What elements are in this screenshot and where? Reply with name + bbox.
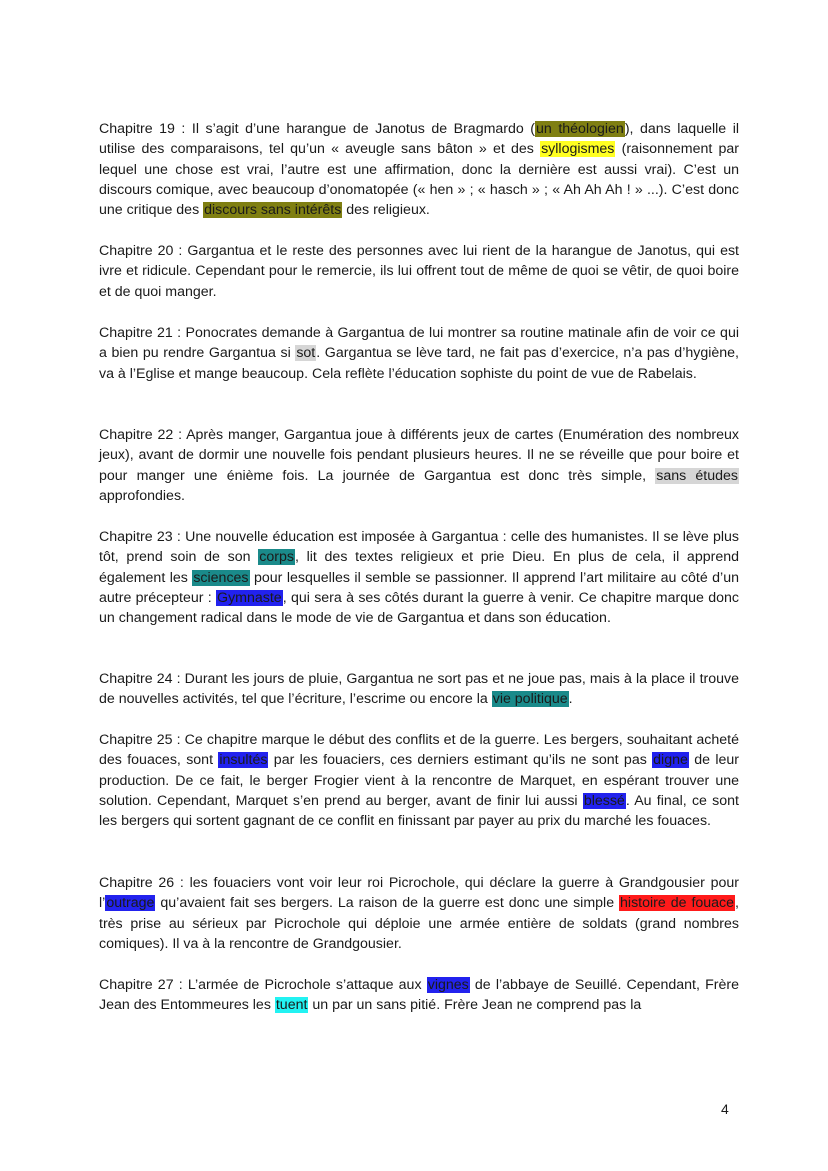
- paragraph-text: , très prise au sérieux par Picrochole qui déploie une armée entière de soldats (grand nombres comiques). Il va à la rencontre de Grandgousier.: [99, 895, 739, 952]
- paragraph-chapitre-19: [99, 119, 739, 220]
- highlighted-term: sciences: [193, 569, 249, 586]
- paragraph-chapitre-22: [99, 425, 739, 506]
- highlighted-term: histoire de fouace: [620, 895, 735, 912]
- highlighted-term: corps: [259, 549, 294, 566]
- paragraph-text: pour lesquelles il semble se passionner. Il apprend l’art militaire au côté d’un autre précepteur :: [99, 569, 739, 606]
- highlighted-term: vignes: [427, 977, 469, 993]
- paragraph-text: , lit des textes religieux et prie Dieu. En plus de cela, il apprend également les: [99, 549, 739, 586]
- paragraph-text: Chapitre 26 : les fouaciers vont voir leur roi Picrochole, qui déclare la guerre à Grandgousier pour l’: [99, 875, 739, 912]
- paragraph-text: approfondies.: [99, 487, 185, 504]
- paragraph-text: des religieux.: [342, 202, 430, 219]
- highlighted-term: insultés: [219, 752, 268, 769]
- highlighted-term: Gymnaste: [217, 589, 282, 606]
- paragraph-text: de l’abbaye de Seuillé. Cependant, Frère Jean des Entommeures les: [99, 977, 739, 1014]
- paragraph-text: Chapitre 20 : Gargantua et le reste des personnes avec lui rient de la harangue de Janotus, qui est ivre et ridicule. Cependant pour le remercie, ils lui offrent tout de même de quoi se vêtir, de quoi boire et de quoi manger.: [99, 243, 739, 300]
- paragraph-chapitre-21: [99, 323, 739, 384]
- paragraph-chapitre-26: [99, 873, 739, 954]
- paragraph-text: Chapitre 19 : Il s’agit d’une harangue de Janotus de Bragmardo (: [99, 121, 536, 137]
- paragraph-text: . Au final, ce sont les bergers qui sortent gagnant de ce conflit en finissant par payer au prix du marché les fouaces.: [99, 792, 739, 830]
- paragraph-text: Chapitre 21 : Ponocrates demande à Gargantua de lui montrer sa routine matinale afin de voir ce qui a bien pu rendre Gargantua si: [99, 325, 739, 362]
- highlighted-term: outrage: [106, 895, 155, 912]
- paragraph-text: ), dans laquelle il utilise des comparaisons, tel qu’un « aveugle sans bâton » et des: [99, 121, 739, 158]
- paragraph-text: Chapitre 27 : L’armée de Picrochole s’attaque aux: [99, 977, 427, 993]
- paragraph-text: .: [568, 691, 573, 708]
- highlighted-term: blessé: [583, 792, 625, 809]
- paragraph-chapitre-25: [99, 730, 739, 831]
- highlighted-term: sans études: [656, 467, 738, 484]
- highlighted-term: digne: [653, 752, 688, 769]
- highlighted-term: sot: [296, 345, 316, 362]
- paragraph-chapitre-20: [99, 241, 739, 302]
- paragraph-chapitre-24: [99, 669, 739, 710]
- paragraph-text: qu’avaient fait ses bergers. La raison de la guerre est donc une simple: [155, 895, 620, 912]
- paragraph-chapitre-23: [99, 527, 739, 628]
- paragraph-text: de leur production. De ce fait, le berger Frogier vient à la rencontre de Marquet, en espérant trouver une solution. Cependant, Marquet s’en prend au berger, avant de finir lui aussi: [99, 752, 739, 809]
- highlighted-term: syllogismes: [541, 141, 615, 158]
- highlighted-term: un théologien: [536, 121, 624, 137]
- paragraph-text: Chapitre 25 : Ce chapitre marque le début des conflits et de la guerre. Les bergers, souhaitant acheté des fouaces, sont: [99, 732, 739, 769]
- paragraph-text: par les fouaciers, ces derniers estimant qu’ils ne sont pas: [268, 752, 653, 769]
- highlighted-term: discours sans intérêts: [204, 202, 342, 219]
- paragraph-text: , qui sera à ses côtés durant la guerre à venir. Ce chapitre marque donc un changement radical dans le mode de vie de Gargantua et dans son éducation.: [99, 589, 739, 627]
- paragraph-text: Chapitre 24 : Durant les jours de pluie, Gargantua ne sort pas et ne joue pas, mais à la place il trouve de nouvelles activités, tel que l’écriture, l’escrime ou encore la: [99, 671, 739, 708]
- paragraph-text: Chapitre 22 : Après manger, Gargantua joue à différents jeux de cartes (Enumération des nombreux jeux), avant de dormir une nouvelle fois pendant plusieurs heures. Il ne se réveille que pour boire et pour manger une énième fois. La journée de Gargantua est donc très simple,: [99, 427, 739, 484]
- paragraph-text: Chapitre 23 : Une nouvelle éducation est imposée à Gargantua : celle des humanistes. Il se lève plus tôt, prend soin de son: [99, 529, 739, 566]
- highlighted-term: tuent: [275, 997, 308, 1014]
- paragraph-text: . Gargantua se lève tard, ne fait pas d’exercice, n’a pas d’hygiène, va à l’Eglise et mange beaucoup. Cela reflète l’éducation sophiste du point de vue de Rabelais.: [99, 345, 739, 382]
- paragraph-text: (raisonnement par lequel une chose est vrai, l’autre est une affirmation, donc la dernière est aussi vrai). C’est un discours comique, avec beaucoup d’onomatopée (« hen » ; « hasch » ; « Ah Ah Ah ! » ...). C’est donc une critique des: [99, 141, 739, 219]
- page-number: 4: [721, 1101, 729, 1117]
- highlighted-term: vie politique: [492, 691, 568, 708]
- paragraph-text: un par un sans pitié. Frère Jean ne comprend pas la: [308, 997, 642, 1014]
- paragraph-chapitre-27: [99, 975, 739, 1016]
